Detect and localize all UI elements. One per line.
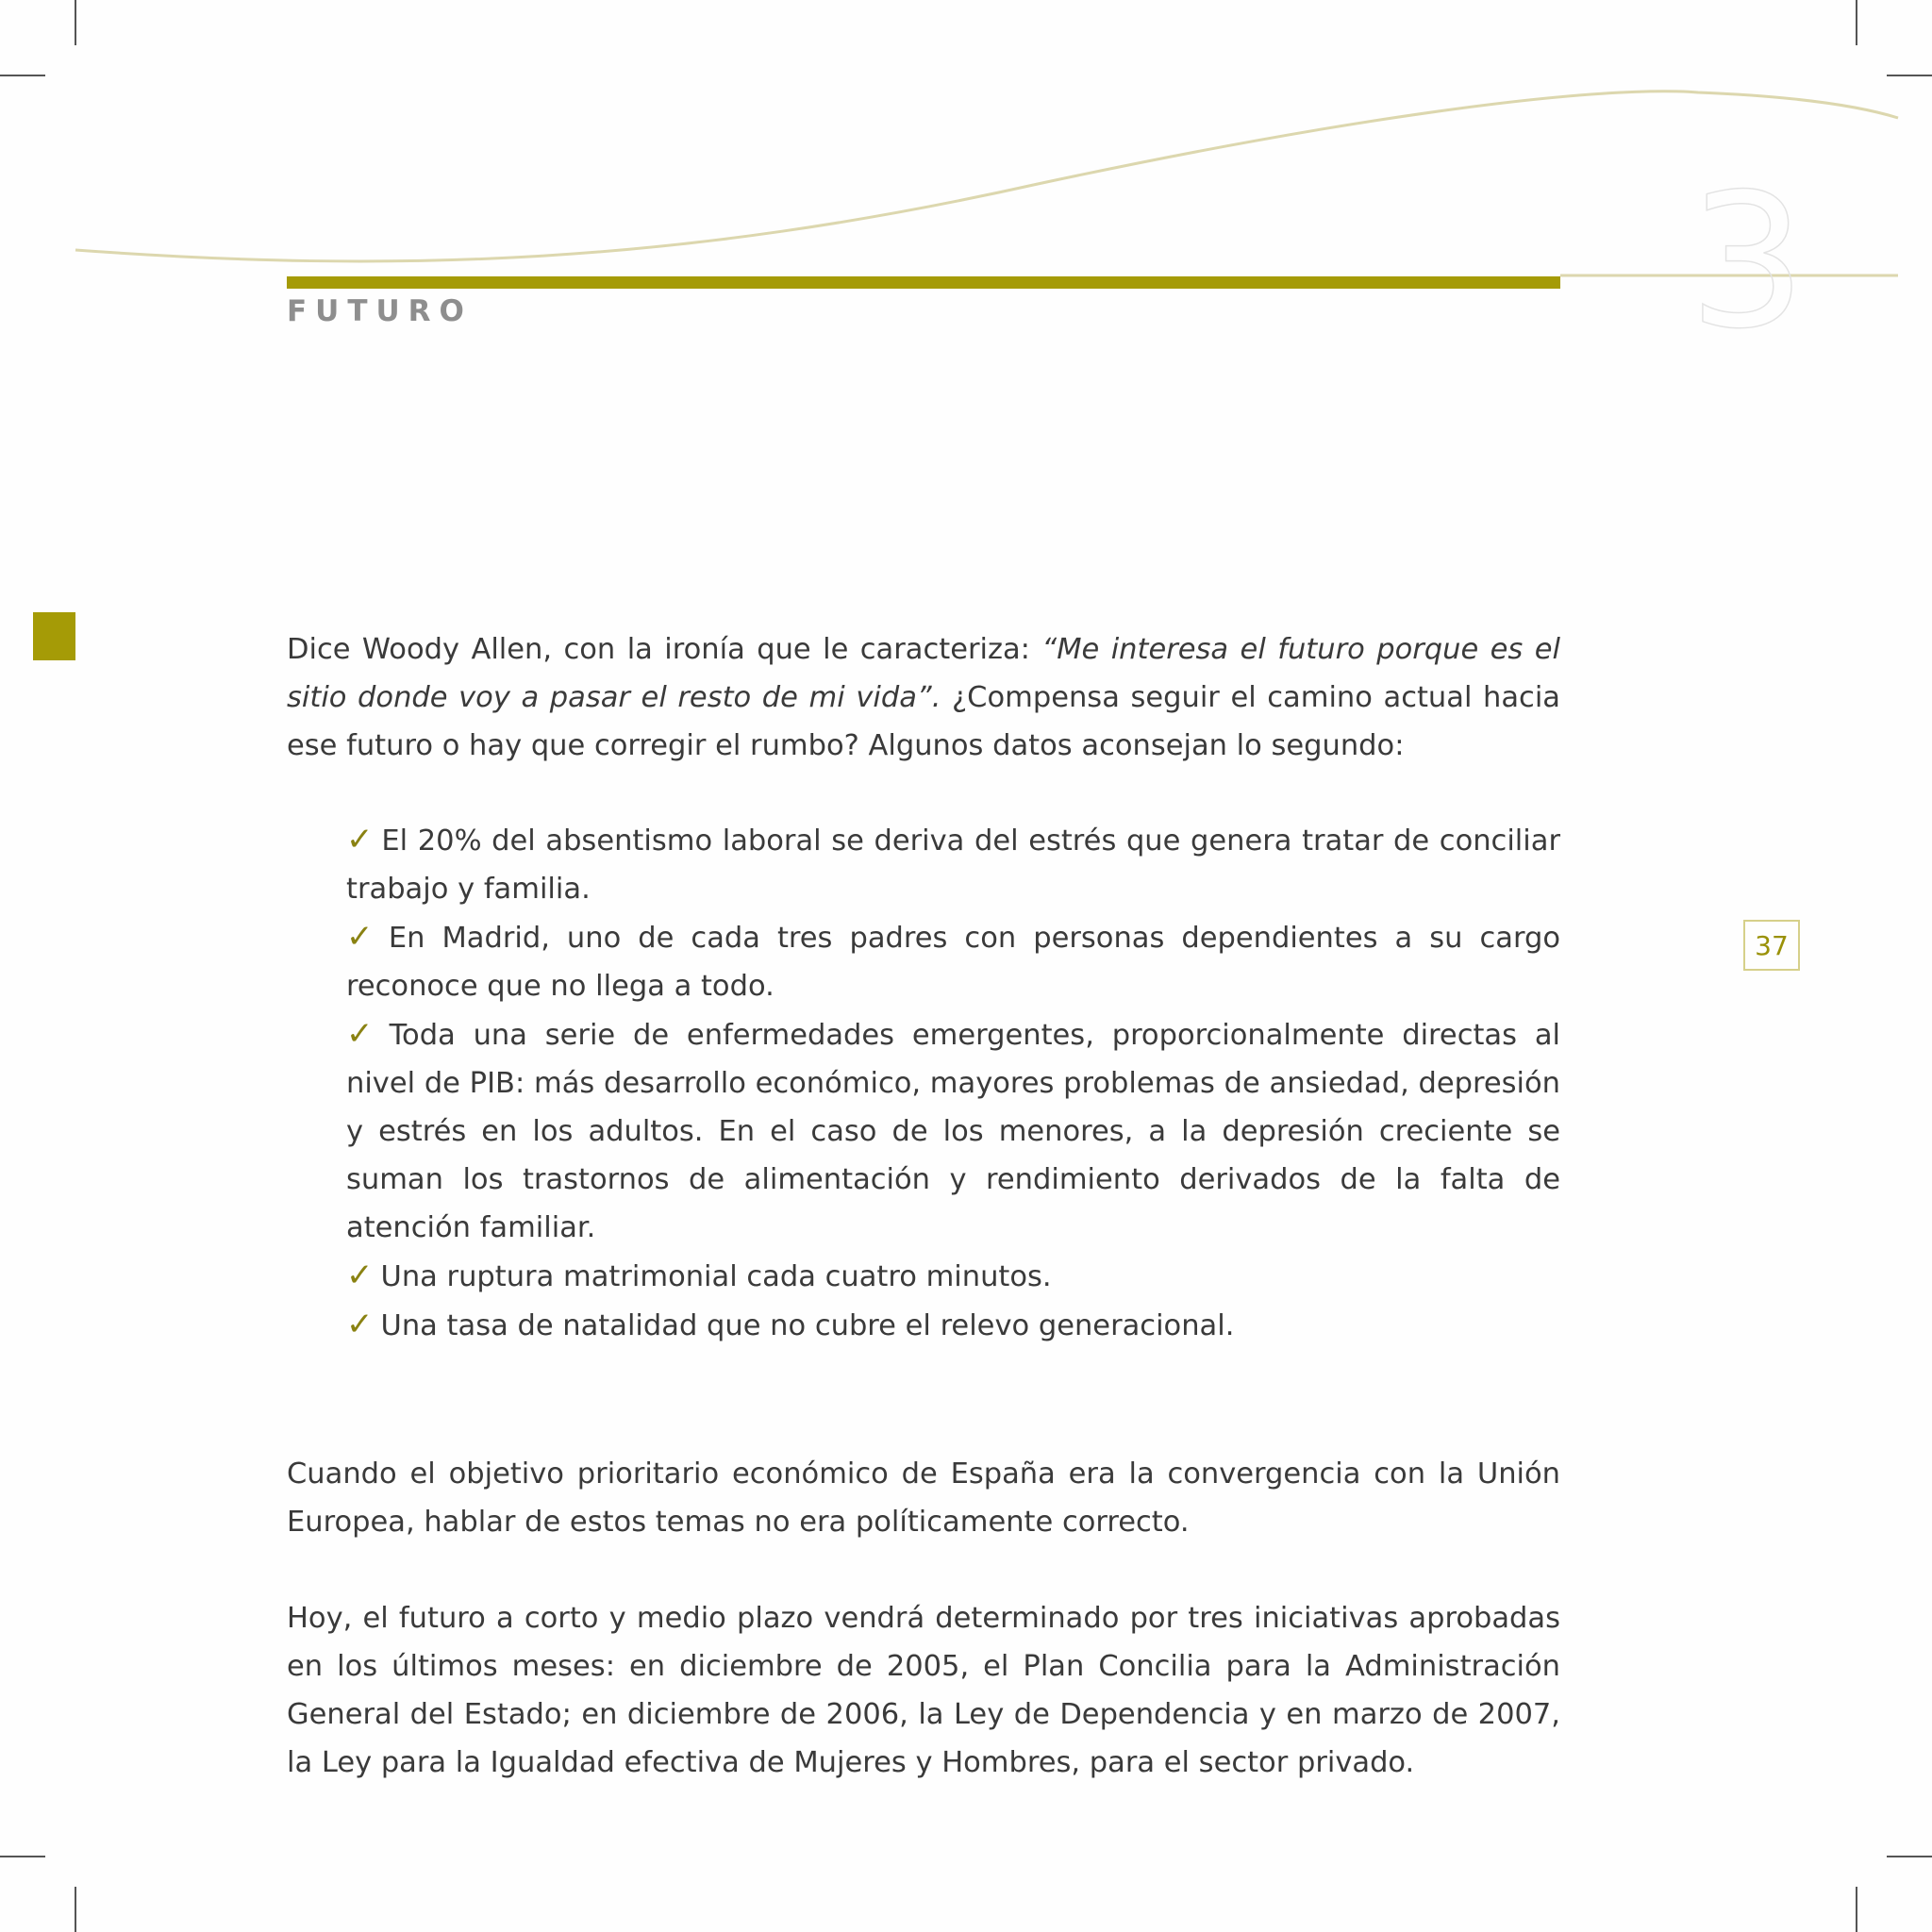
intro-tail: ¿Compensa seguir el camino actual hacia ese futuro o hay que corregir el rumbo? Algunos datos aconsejan lo segundo: xyxy=(287,681,1560,762)
section-label: FUTURO xyxy=(287,294,473,328)
bullet-item xyxy=(346,1252,1560,1301)
crop-mark xyxy=(0,1856,45,1857)
crop-mark xyxy=(1856,1887,1857,1932)
page-number: 37 xyxy=(1743,920,1800,971)
check-icon: ✓ xyxy=(346,821,375,858)
crop-mark xyxy=(1887,1856,1932,1857)
side-accent-square xyxy=(33,612,75,660)
bullet-list xyxy=(287,816,1560,1350)
bullet-text: Una tasa de natalidad que no cubre el relevo generacional. xyxy=(380,1309,1235,1342)
chapter-number: 3 xyxy=(1689,155,1807,370)
header-wave xyxy=(0,0,1932,340)
paragraph-initiatives: Hoy, el futuro a corto y medio plazo vendrá determinado por tres iniciativas aprobadas en los últimos meses: en diciembre de 2005, el Plan Concilia para la Administración General del Estado; en diciembre de 2006, la Ley de Dependencia y en marzo de 2007, la Ley para la Igualdad efectiva de Mujeres y Hombres, para el sector privado. xyxy=(287,1602,1560,1779)
bullet-item xyxy=(346,1010,1560,1252)
header-accent-bar xyxy=(287,276,1560,289)
body-text xyxy=(287,625,1560,1787)
bullet-text: Una ruptura matrimonial cada cuatro minutos. xyxy=(380,1260,1052,1293)
intro-lead: Dice Woody Allen, con la ironía que le caracteriza: xyxy=(287,633,1042,666)
bullet-text: El 20% del absentismo laboral se deriva del estrés que genera tratar de conciliar trabajo y familia. xyxy=(346,824,1560,906)
bullet-item xyxy=(346,1301,1560,1350)
paragraph-convergence: Cuando el objetivo prioritario económico de España era la convergencia con la Unión Europea, hablar de estos temas no era políticamente correcto. xyxy=(287,1457,1560,1539)
intro-paragraph xyxy=(287,625,1560,770)
check-icon: ✓ xyxy=(346,1257,374,1294)
crop-mark xyxy=(75,1887,76,1932)
bullet-item xyxy=(346,816,1560,913)
check-icon: ✓ xyxy=(346,1015,382,1053)
bullet-text: Toda una serie de enfermedades emergentes, proporcionalmente directas al nivel de PIB: más desarrollo económico, mayores problemas de ansiedad, depresión y estrés en los adultos. En el caso de los menores, a la depresión creciente se suman los trastornos de alimentación y rendimiento derivados de la falta de atención familiar. xyxy=(346,1019,1560,1244)
woody-allen-quote: “Me interesa el futuro porque es el sitio donde voy a pasar el resto de mi vida”. xyxy=(287,633,1560,714)
check-icon: ✓ xyxy=(346,918,381,956)
bullet-text: En Madrid, uno de cada tres padres con personas dependientes a su cargo reconoce que no llega a todo. xyxy=(346,922,1560,1003)
bullet-item xyxy=(346,913,1560,1010)
check-icon: ✓ xyxy=(346,1306,374,1343)
